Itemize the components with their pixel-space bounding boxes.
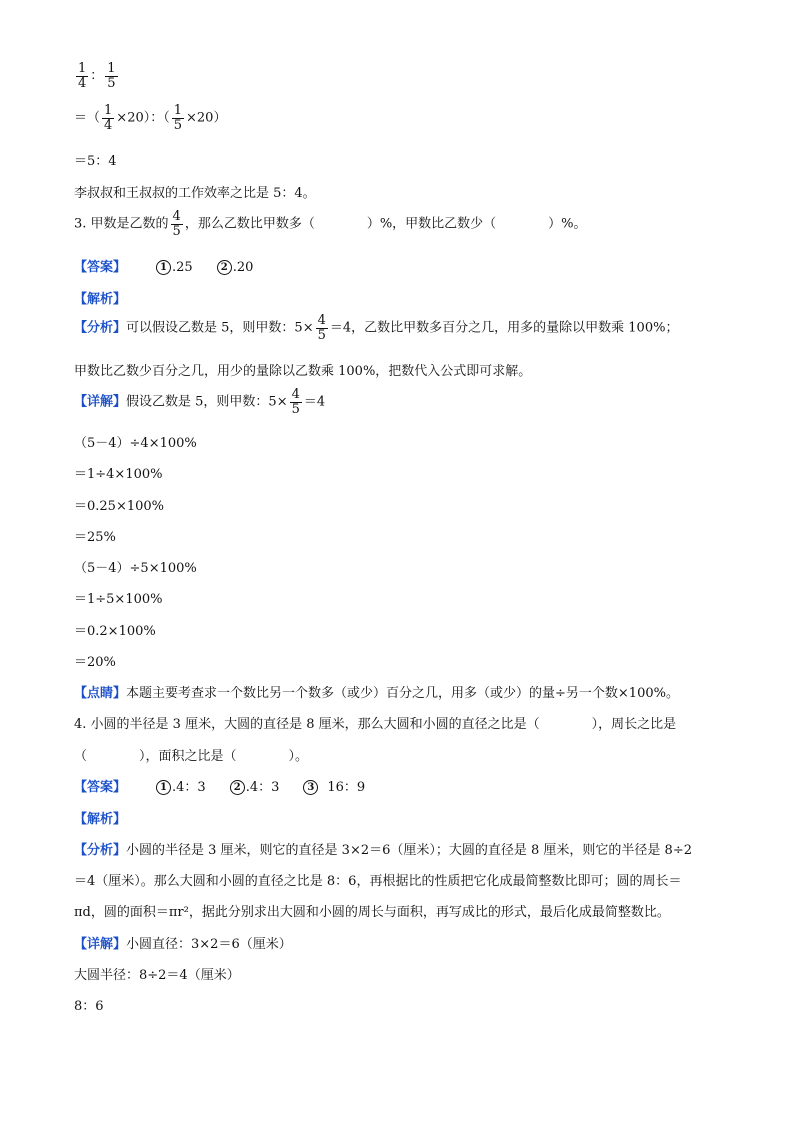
circled-number: 1 [156,260,171,275]
calc-line: 大圆半径：8÷2＝4（厘米） [74,968,240,983]
calc-line: ＝25% [74,530,116,545]
calc-line: ＝0.25×100% [74,499,165,514]
analysis-heading-3: 【解析】 [74,292,127,307]
fenxi-4: 【分析】小圆的半径是 3 厘米，则它的直径是 3×2＝6（厘米）；大圆的直径是 8 厘米，则它的半径是 8÷2 [74,843,692,858]
fenxi-3: 【分析】可以假设乙数是 5，则甲数：5× $\frac{4}{5}$ ＝4，乙数比甲数多百分之几，用多的量除以甲数乘 100%； [74,313,679,343]
xiangjie-3: 【详解】假设乙数是 5，则甲数：5× $\frac{4}{5}$ ＝4 [74,387,326,417]
question-4-cont: （ ），面积之比是（ ）。 [74,749,309,764]
dianjing-3: 【点睛】本题主要考查求一个数比另一个数多（或少）百分之几，用多（或少）的量÷另一个数×100%。 [74,686,679,701]
xiangjie-4: 【详解】小圆直径：3×2＝6（厘米） [74,937,292,952]
circled-number: 1 [156,780,171,795]
calc-line: ＝0.2×100% [74,624,156,639]
fenxi-3-cont: 甲数比乙数少百分之几，用少的量除以乙数乘 100%，把数代入公式即可求解。 [74,364,532,379]
question-4: 4. 小圆的半径是 3 厘米，大圆的直径是 8 厘米，那么大圆和小圆的直径之比是（ ），周长之比是 [74,717,677,732]
calc-line: ＝1÷4×100% [74,467,163,482]
question-3: 3. 甲数是乙数的 $\frac{4}{5}$ ，那么乙数比甲数多（ ）%，甲数比乙数少（ ）%。 [74,209,587,239]
fraction: $\frac{1}{5}$ [107,61,116,91]
fraction: $\frac{4}{5}$ [172,209,181,239]
ratio-line-3: ＝5：4 [74,154,117,169]
answer-3: 【答案】 1 .25 2 .20 [74,260,254,275]
calc-line: （5－4）÷5×100% [74,561,197,576]
analysis-heading-4: 【解析】 [74,812,127,827]
fenxi-4-cont: ＝4（厘米）。那么大圆和小圆的直径之比是 8：6，再根据比的性质把它化成最简整数比即可；圆的周长＝ [74,874,682,889]
ratio-line-1: $\frac{1}{4}$ ： $\frac{1}{5}$ [78,61,116,91]
calc-line: （5－4）÷4×100% [74,436,197,451]
answer-4: 【答案】 1 .4：3 2 .4：3 3 16：9 [74,780,366,795]
circled-number: 2 [217,260,232,275]
fenxi-4-cont: πd，圆的面积＝πr²，据此分别求出大圆和小圆的周长与面积，再写成比的形式，最后化成最简整数比。 [74,905,670,920]
calc-line: 8：6 [74,999,104,1014]
fraction: $\frac{1}{5}$ [173,103,183,133]
circled-number: 3 [303,780,318,795]
circled-number: 2 [230,780,245,795]
ratio-line-2: ＝（ $\frac{1}{4}$ ×20）：（ $\frac{1}{5}$ ×20） [74,103,227,133]
fraction: $\frac{4}{5}$ [317,313,326,343]
fraction: $\frac{1}{4}$ [78,61,87,91]
calc-line: ＝20% [74,655,116,670]
fraction: $\frac{4}{5}$ [291,387,300,417]
calc-line: ＝1÷5×100% [74,592,163,607]
fraction: $\frac{1}{4}$ [104,103,113,133]
conclusion-line: 李叔叔和王叔叔的工作效率之比是 5：4。 [74,186,316,201]
